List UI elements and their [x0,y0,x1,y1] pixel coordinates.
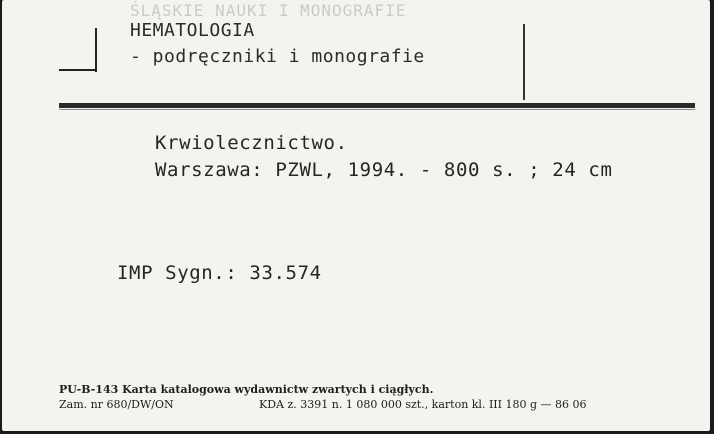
entry-title: Krwiolecznictwo. [155,132,348,154]
subject-heading: HEMATOLOGIA [130,20,255,41]
entry-imprint: Warszawa: PZWL, 1994. - 800 s. ; 24 cm [155,159,613,181]
print-details: KDA z. 3391 n. 1 080 000 szt., karton kl. III 180 g — 86 06 [259,398,587,411]
header-rule [59,103,695,108]
header-rule-thin [59,109,695,110]
catalog-card [2,0,710,431]
corner-mark-horizontal [59,69,97,71]
heading-divider [523,24,525,100]
form-caption: PU-B-143 Karta katalogowa wydawnictw zwartych i ciągłych. [59,383,434,396]
subject-subheading: - podręczniki i monografie [130,46,425,67]
order-number: Zam. nr 680/DW/ON [59,398,174,411]
corner-mark-vertical [95,28,97,72]
ghost-imprint-text: ŚLĄSKIE NAUKI I MONOGRAFIE [130,1,407,20]
call-number: IMP Sygn.: 33.574 [117,262,322,284]
